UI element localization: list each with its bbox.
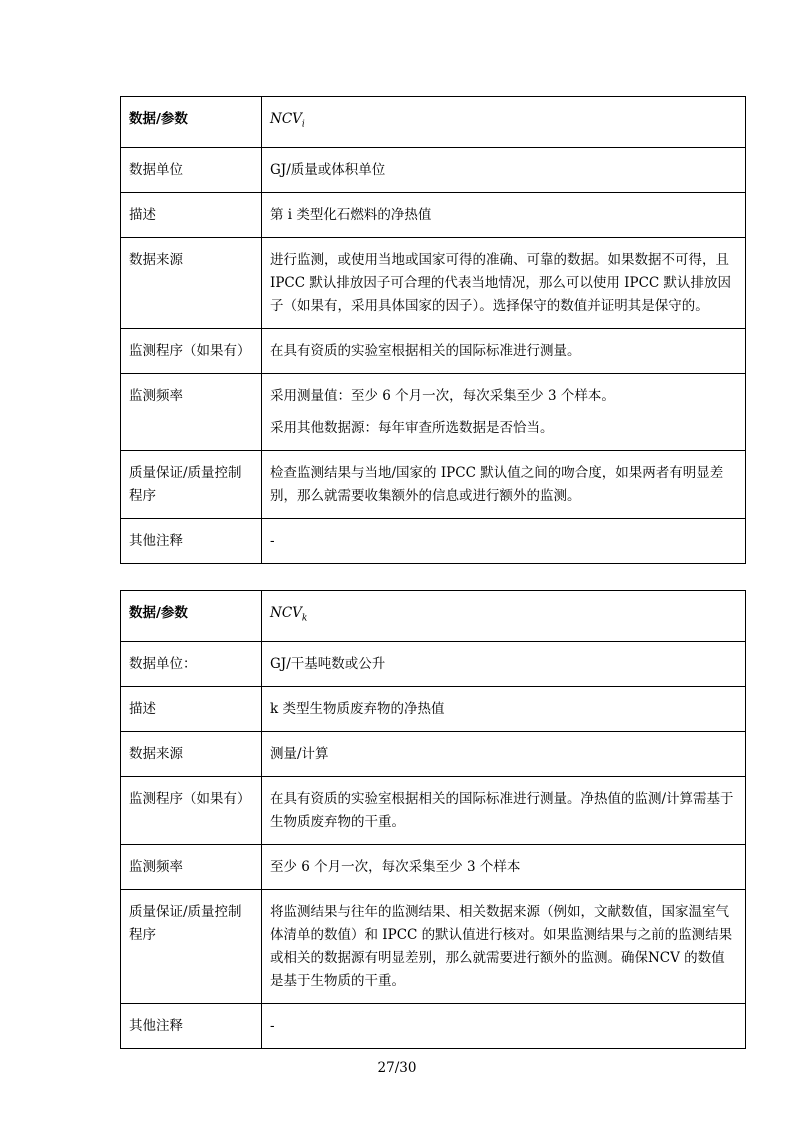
table-row — [121, 1003, 746, 1048]
row-value: 将监测结果与往年的监测结果、相关数据来源（例如，文献数值，国家温室气体清单的数值）和 IPCC 的默认值进行核对。如果监测结果与之前的监测结果或相关的数据源有明显差别，那么就需要进行额外的监测。确保NCV 的数值是基于生物质的干重。 — [262, 889, 746, 1003]
header-value — [262, 591, 746, 642]
parameter-symbol — [270, 111, 305, 130]
parameter-table-ncv-i — [120, 96, 746, 564]
row-value — [262, 373, 746, 450]
table-row — [121, 192, 746, 237]
row-label: 其他注释 — [121, 518, 262, 563]
table-row — [121, 518, 746, 563]
table-header-row — [121, 97, 746, 148]
table-header-row — [121, 591, 746, 642]
row-label: 监测程序（如果有） — [121, 776, 262, 844]
row-value: 第 i 类型化石燃料的净热值 — [262, 192, 746, 237]
page-number: 27/30 — [377, 1060, 417, 1076]
row-value: 在具有资质的实验室根据相关的国际标准进行测量。 — [262, 328, 746, 373]
table-row — [121, 450, 746, 518]
row-value: 至少 6 个月一次，每次采集至少 3 个样本 — [262, 844, 746, 889]
parameter-symbol-subscript: k — [301, 613, 308, 624]
table-row — [121, 889, 746, 1003]
row-value: - — [262, 1003, 746, 1048]
row-value: 进行监测，或使用当地或国家可得的准确、可靠的数据。如果数据不可得，且 IPCC 默认排放因子可合理的代表当地情况，那么可以使用 IPCC 默认排放因子（如果有，采用具体国家的因子）。选择保守的数值并证明其是保守的。 — [262, 237, 746, 328]
table-row — [121, 147, 746, 192]
row-label: 数据来源 — [121, 237, 262, 328]
table-row — [121, 686, 746, 731]
row-label: 质量保证/质量控制程序 — [121, 889, 262, 1003]
parameter-symbol — [270, 605, 308, 624]
row-label: 监测程序（如果有） — [121, 328, 262, 373]
row-label: 描述 — [121, 192, 262, 237]
row-value: GJ/干基吨数或公升 — [262, 641, 746, 686]
row-value: k 类型生物质废弃物的净热值 — [262, 686, 746, 731]
row-value: 测量/计算 — [262, 731, 746, 776]
parameter-symbol-base: NCV — [270, 605, 302, 621]
table-row — [121, 373, 746, 450]
header-label: 数据/参数 — [121, 97, 262, 148]
row-value-line: 采用测量值：至少 6 个月一次，每次采集至少 3 个样本。 — [270, 387, 615, 404]
table-row — [121, 844, 746, 889]
row-value-line: 采用其他数据源：每年审查所选数据是否恰当。 — [270, 419, 554, 436]
table-row — [121, 731, 746, 776]
table-row — [121, 776, 746, 844]
row-label: 描述 — [121, 686, 262, 731]
row-label: 数据单位 — [121, 147, 262, 192]
row-value: GJ/质量或体积单位 — [262, 147, 746, 192]
parameter-symbol-subscript: i — [301, 119, 305, 130]
row-value: - — [262, 518, 746, 563]
parameter-table-ncv-k — [120, 590, 746, 1049]
row-label: 监测频率 — [121, 844, 262, 889]
row-label: 数据来源 — [121, 731, 262, 776]
row-label: 数据单位： — [121, 641, 262, 686]
parameter-symbol-base: NCV — [270, 111, 302, 127]
row-label: 其他注释 — [121, 1003, 262, 1048]
row-value: 检查监测结果与当地/国家的 IPCC 默认值之间的吻合度，如果两者有明显差别，那么就需要收集额外的信息或进行额外的监测。 — [262, 450, 746, 518]
row-label: 质量保证/质量控制程序 — [121, 450, 262, 518]
table-row — [121, 237, 746, 328]
header-label: 数据/参数 — [121, 591, 262, 642]
row-value: 在具有资质的实验室根据相关的国际标准进行测量。净热值的监测/计算需基于生物质废弃物的干重。 — [262, 776, 746, 844]
row-label: 监测频率 — [121, 373, 262, 450]
table-row — [121, 641, 746, 686]
header-value — [262, 97, 746, 148]
table-row — [121, 328, 746, 373]
